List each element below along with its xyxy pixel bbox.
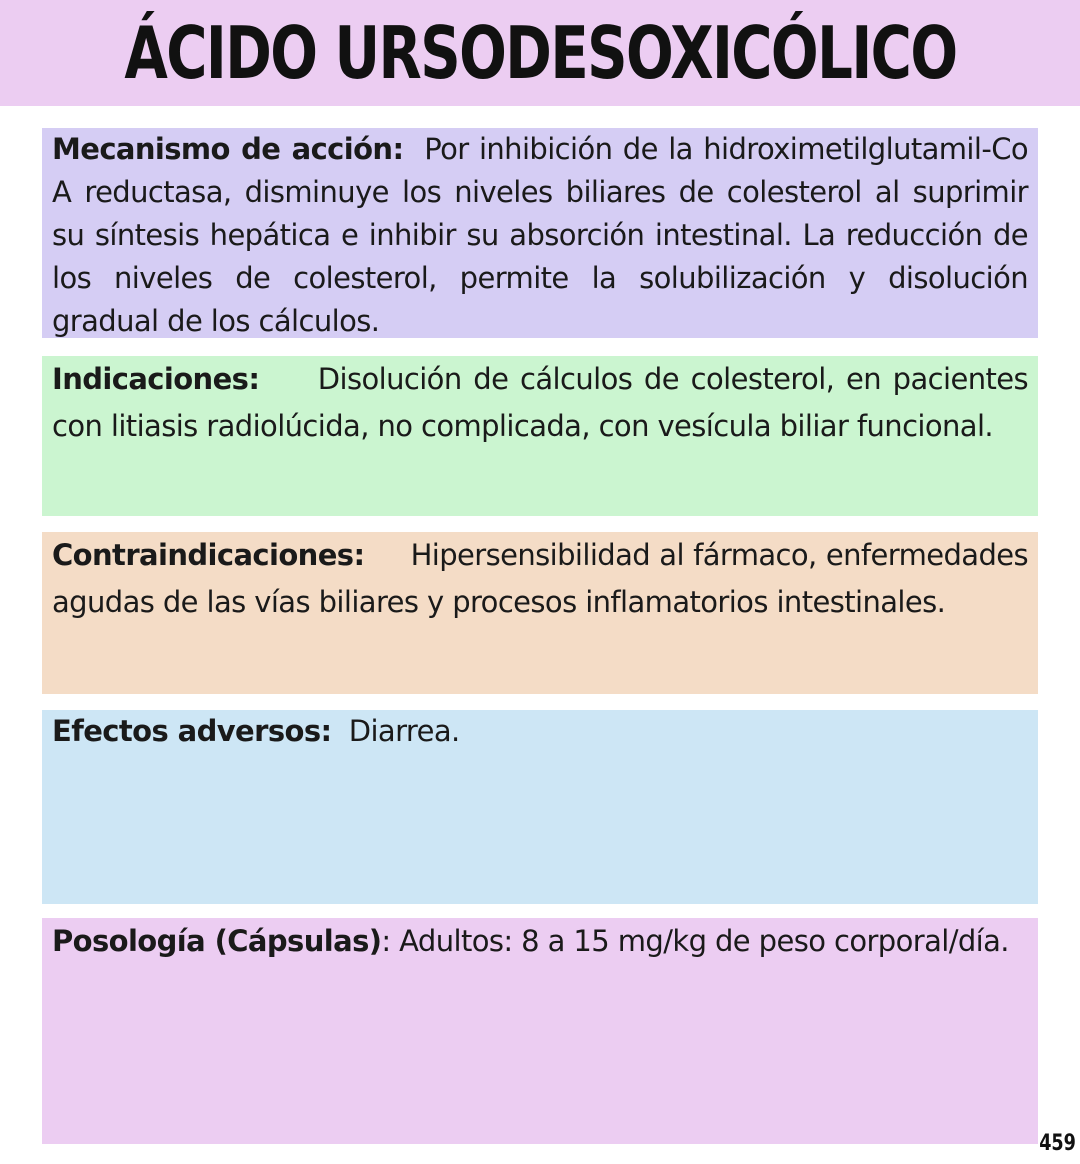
section-indicaciones	[42, 356, 1038, 516]
section-text: : Adultos: 8 a 15 mg/kg de peso corporal/día.	[381, 924, 1009, 958]
section-text: Por inhibición de la hidroximetilglutamil-Co A reductasa, disminuye los niveles biliares de colesterol al suprimir su síntesis hepática e inhibir su absorción intestinal. La reducción de los niveles de colesterol, permite la solubilización y disolución gradual de los cálculos.	[52, 132, 1029, 338]
section-body	[52, 918, 1028, 965]
section-label: Contraindicaciones:	[52, 538, 365, 572]
section-body	[52, 128, 1028, 343]
section-text: Diarrea.	[348, 714, 460, 748]
section-label: Mecanismo de acción:	[52, 132, 404, 166]
section-contraindicaciones	[42, 532, 1038, 694]
section-mecanismo-de-accion	[42, 128, 1038, 338]
section-text: Hipersensibilidad al fármaco, enfermedades agudas de las vías biliares y procesos inflamatorios intestinales.	[52, 538, 1029, 619]
section-label: Indicaciones:	[52, 362, 260, 396]
section-posologia	[42, 918, 1038, 1144]
section-text: Disolución de cálculos de colesterol, en pacientes con litiasis radiolúcida, no complicada, con vesícula biliar funcional.	[52, 362, 1029, 443]
section-body	[52, 532, 1028, 626]
title-band	[0, 0, 1080, 106]
section-body	[52, 710, 1028, 753]
page-title: ÁCIDO URSODESOXICÓLICO	[123, 11, 957, 95]
section-efectos-adversos	[42, 710, 1038, 904]
section-body	[52, 356, 1028, 450]
page-number: 459	[1039, 1131, 1076, 1156]
section-label: Posología (Cápsulas)	[52, 924, 382, 958]
section-label: Efectos adversos:	[52, 714, 332, 748]
